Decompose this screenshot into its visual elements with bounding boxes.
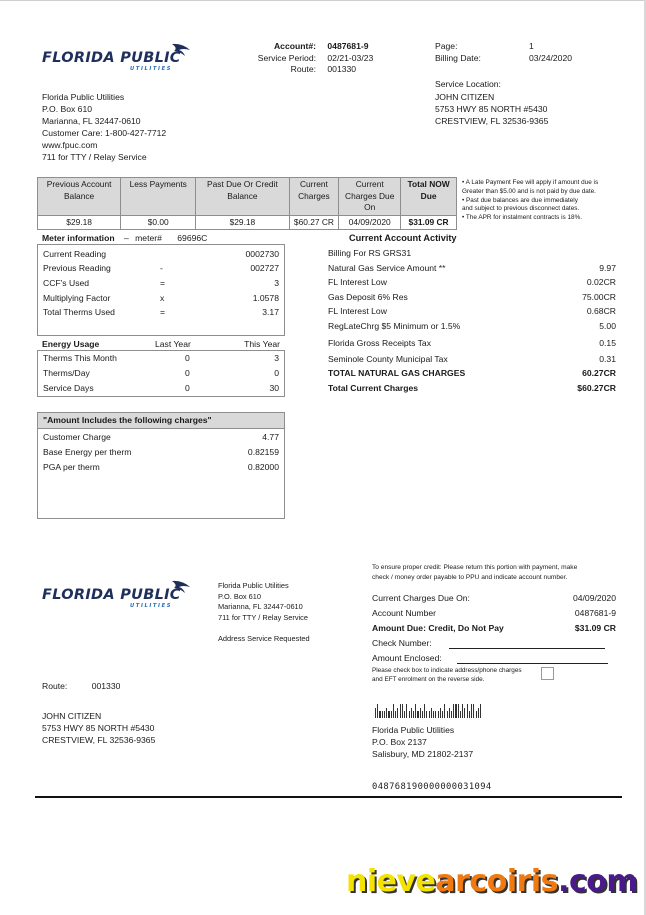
energy-usage-title: Energy Usage: [42, 339, 100, 349]
amount-due-label: Amount Due: Credit, Do Not Pay: [372, 623, 504, 633]
activity-row: Gas Deposit 6% Res 75.00CR: [328, 292, 616, 302]
due-on-label: Current Charges Due On:: [372, 593, 470, 603]
header-total-now-due: Total NOW Due: [401, 178, 457, 216]
amount-due-value: $31.09 CR: [574, 623, 616, 633]
total-gas-charges-row: TOTAL NATURAL GAS CHARGES 60.27CR: [328, 368, 616, 378]
activity-row: Natural Gas Service Amount ** 9.97: [328, 263, 616, 273]
service-location: [435, 78, 548, 127]
address-line: 711 for TTY / Relay Service: [42, 152, 147, 162]
due-on-row: [372, 593, 616, 608]
stub-company-address: [218, 581, 310, 645]
header-previous-balance: Previous Account Balance: [38, 178, 121, 216]
customer-street: 5753 HWY 85 NORTH #5430: [42, 723, 155, 733]
watermark-part: .com: [558, 864, 638, 899]
charge-row: Customer Charge 4.77: [43, 432, 279, 442]
logo-subtext: UTILITIES: [130, 603, 173, 609]
charges-due-on: 04/09/2020: [339, 215, 401, 229]
included-charges-box: [37, 412, 285, 519]
activity-row: Florida Gross Receipts Tax 0.15: [328, 338, 616, 348]
billing-info: [435, 41, 635, 64]
logo-subtext: UTILITIES: [130, 66, 173, 72]
bird-swoosh-icon: [170, 579, 192, 595]
address-line: P.O. Box 610: [218, 591, 262, 601]
current-charges: $60.27 CR: [289, 215, 339, 229]
bird-swoosh-icon: [170, 42, 192, 58]
checkbox-instructions: [372, 666, 542, 684]
account-number-label: Account Number: [372, 608, 437, 618]
service-period: 02/21-03/23: [327, 52, 374, 63]
top-border: [0, 0, 646, 1]
postal-barcode: [375, 704, 567, 718]
amount-enclosed-field[interactable]: [457, 663, 608, 664]
stub-company-logo: [42, 579, 202, 613]
activity-row: FL Interest Low 0.02CR: [328, 277, 616, 287]
less-payments: $0.00: [121, 215, 196, 229]
watermark: [346, 864, 637, 899]
meter-info-title: Meter information: [42, 233, 115, 243]
note-line: • A Late Payment Fee will apply if amount due is: [462, 179, 599, 186]
meter-row: Previous Reading - 002727: [43, 263, 279, 273]
watermark-part: arcoiris: [435, 864, 559, 899]
route-label: Route:: [42, 681, 68, 691]
meter-number: 69696C: [177, 233, 208, 243]
account-number-value: 0487681-9: [574, 608, 616, 618]
website-link[interactable]: www.fpuc.com: [42, 140, 98, 150]
balance-summary-table: [37, 177, 457, 230]
meter-row: CCF's Used = 3: [43, 278, 279, 288]
logo-wordmark: FLORIDA PUBLIC: [42, 587, 181, 603]
company-address: [42, 91, 166, 163]
col-last-year: Last Year: [155, 339, 191, 349]
account-activity-list: [328, 246, 616, 401]
meter-row: Multiplying Factor x 1.0578: [43, 293, 279, 303]
remit-city: Salisbury, MD 21802-2137: [372, 749, 474, 759]
activity-row: FL Interest Low 0.68CR: [328, 306, 616, 316]
checkbox-text-line: Please check box to indicate address/phone charges: [372, 667, 522, 674]
billing-date-label: Billing Date:: [435, 52, 481, 63]
note-line: Greater than $5.00 and is not paid by due date.: [462, 187, 596, 195]
meter-row: Current Reading 0002730: [43, 249, 279, 259]
address-line: Marianna, FL 32447-0610: [218, 602, 303, 612]
service-period-label: Service Period:: [257, 52, 316, 63]
stub-route: [42, 681, 120, 691]
company-logo: [42, 42, 202, 76]
meter-label: meter#: [135, 233, 162, 243]
charge-row: PGA per therm 0.82000: [43, 462, 279, 472]
note-line: • Past due balances are due immediately: [462, 196, 578, 204]
address-service-requested: Address Service Requested: [218, 633, 310, 643]
address-change-checkbox[interactable]: [541, 667, 554, 680]
service-name: JOHN CITIZEN: [435, 92, 495, 102]
separator: –: [123, 233, 129, 243]
service-city: CRESTVIEW, FL 32536-9365: [435, 116, 549, 126]
customer-care-phone: Customer Care: 1-800-427-7712: [42, 128, 167, 138]
header-current-charges: Current Charges: [289, 178, 339, 216]
remit-box: P.O. Box 2137: [372, 737, 427, 747]
service-street: 5753 HWY 85 NORTH #5430: [435, 104, 548, 114]
col-this-year: This Year: [244, 339, 280, 349]
logo-wordmark: FLORIDA PUBLIC: [42, 50, 181, 66]
page-number: 1: [529, 41, 534, 51]
customer-city: CRESTVIEW, FL 32536-9365: [42, 735, 156, 745]
charge-row: Base Energy per therm 0.82159: [43, 447, 279, 457]
past-due-balance: $29.18: [196, 215, 289, 229]
check-number-row: [372, 638, 616, 653]
activity-row: RegLateChrg $5 Minimum or 1.5% 5.00: [328, 321, 616, 331]
address-line: Marianna, FL 32447-0610: [42, 116, 141, 126]
included-charges-title: "Amount Includes the following charges": [38, 413, 284, 429]
billing-date: 03/24/2020: [529, 52, 573, 63]
route-label: Route:: [290, 64, 316, 74]
check-number-field[interactable]: [449, 648, 605, 649]
note-line: and subject to previous disconnect dates.: [462, 205, 580, 213]
address-line: P.O. Box 610: [42, 104, 93, 114]
note-line: • The APR for instalment contracts is 18%.: [462, 214, 583, 222]
payment-notes: [462, 179, 642, 223]
amount-due-row: [372, 623, 616, 638]
account-number: 0487681-9: [327, 41, 369, 51]
address-line: Florida Public Utilities: [42, 92, 125, 102]
account-label: Account#:: [273, 41, 316, 51]
usage-row: Therms/Day 0 0: [43, 368, 279, 378]
usage-row: Service Days 0 30: [43, 383, 279, 393]
stub-instructions: [372, 563, 632, 582]
stub-bottom-rule: [35, 796, 622, 798]
header-past-due: Past Due Or Credit Balance: [196, 178, 289, 216]
stub-payment-details: [372, 593, 616, 666]
check-number-label: Check Number:: [372, 638, 432, 648]
activity-row: Billing For RS GRS31: [328, 248, 412, 258]
account-info: [240, 41, 410, 76]
route-number: 001330: [91, 681, 121, 691]
amount-enclosed-row: [372, 653, 616, 666]
meter-row: Total Therms Used = 3.17: [43, 307, 279, 317]
header-less-payments: Less Payments: [121, 178, 196, 216]
customer-name: JOHN CITIZEN: [42, 711, 102, 721]
header-due-on: Current Charges Due On: [339, 178, 401, 216]
amount-enclosed-label: Amount Enclosed:: [372, 653, 442, 663]
previous-balance: $29.18: [38, 215, 121, 229]
address-line: Florida Public Utilities: [218, 581, 289, 590]
energy-usage-box: [37, 350, 285, 397]
usage-row: Therms This Month 0 3: [43, 353, 279, 363]
checkbox-text-line: and EFT enrolment on the reverse side.: [372, 676, 485, 683]
route-number: 001330: [327, 64, 357, 74]
watermark-part: nieve: [346, 864, 436, 899]
service-location-label: Service Location:: [435, 79, 501, 89]
remit-address: [372, 724, 473, 760]
summary-header-row: [38, 178, 457, 216]
page-label: Page:: [435, 41, 458, 51]
stub-customer-address: [42, 710, 155, 746]
total-now-due: $31.09 CR: [401, 215, 457, 229]
meter-info-header: [42, 233, 207, 243]
account-number-row: [372, 608, 616, 623]
due-on-value: 04/09/2020: [572, 593, 616, 603]
instruction-line: check / money order payable to PPU and indicate account number.: [372, 573, 568, 581]
summary-values-row: [38, 215, 457, 229]
ocr-scanline: 048768190000000031094: [372, 782, 492, 792]
meter-readings-box: [37, 244, 285, 336]
activity-row: Seminole County Municipal Tax 0.31: [328, 354, 616, 364]
total-current-charges-row: Total Current Charges $60.27CR: [328, 383, 616, 393]
account-activity-title: Current Account Activity: [349, 233, 457, 243]
instruction-line: To ensure proper credit: Please return this portion with payment, make: [372, 564, 578, 571]
address-line: 711 for TTY / Relay Service: [218, 613, 308, 623]
remit-name: Florida Public Utilities: [372, 725, 455, 735]
